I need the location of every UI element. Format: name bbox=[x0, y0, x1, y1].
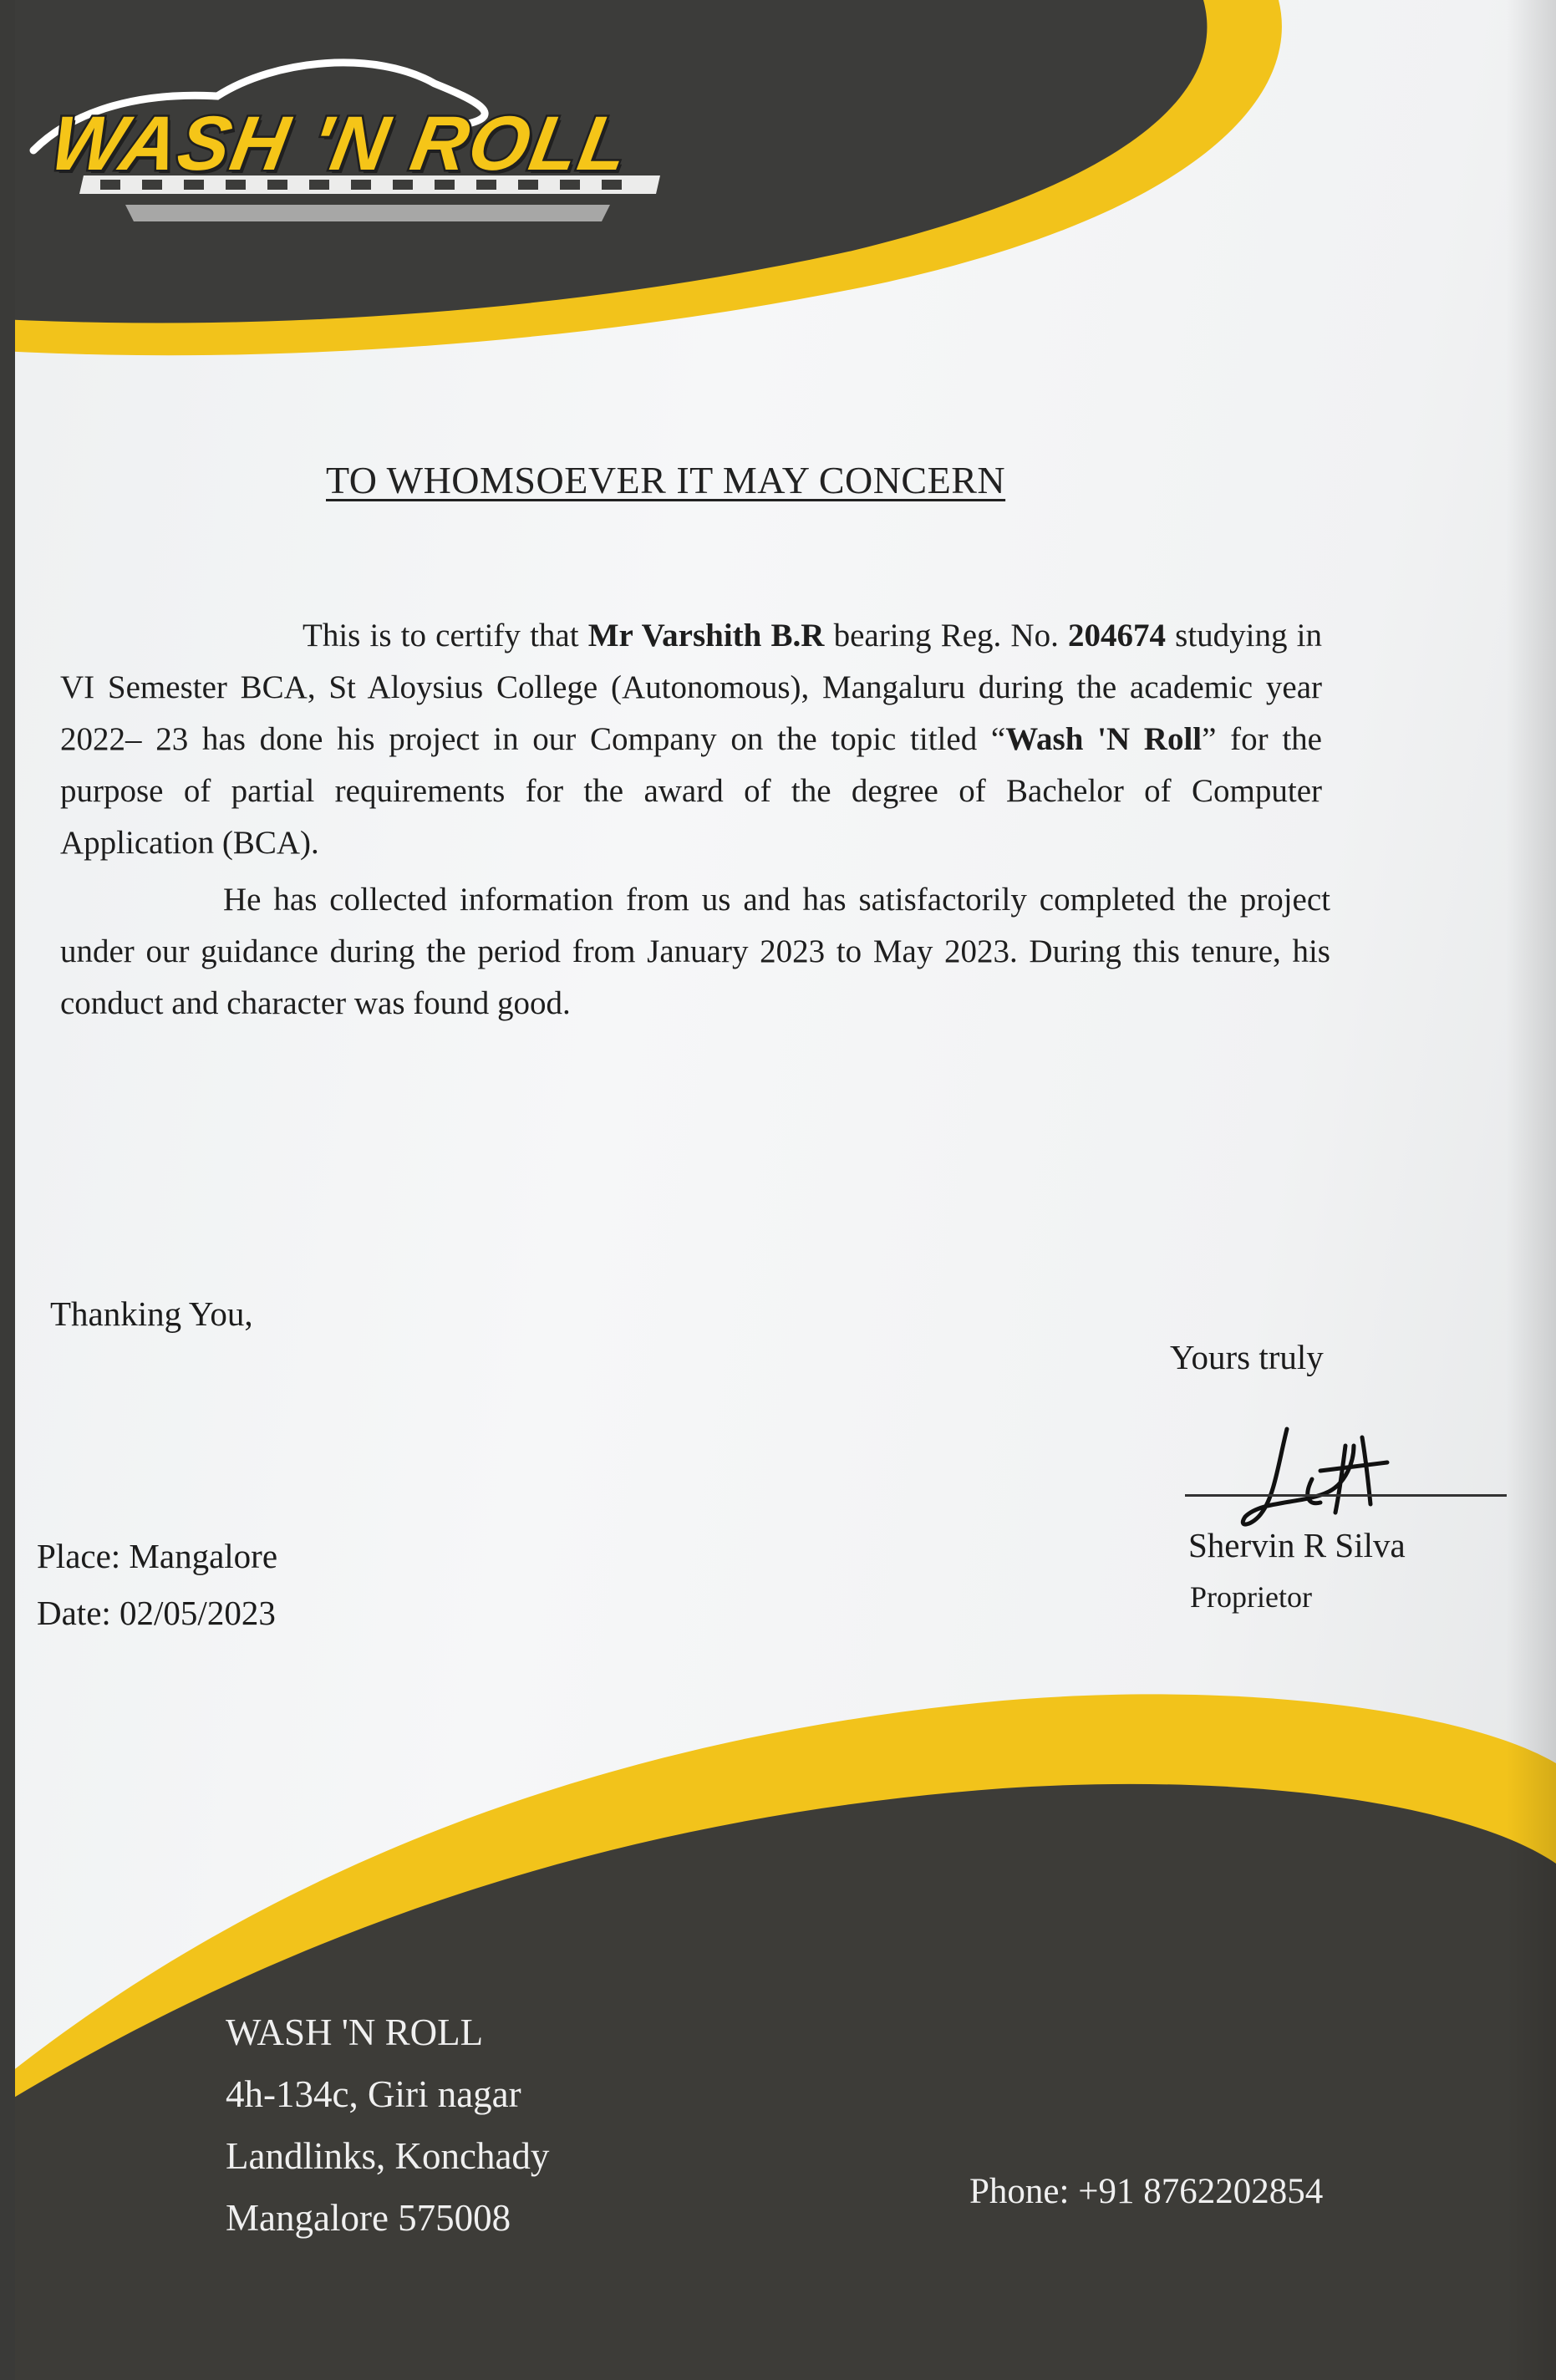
footer-address bbox=[226, 2001, 549, 2249]
p1-text-1: This is to certify that bbox=[303, 618, 588, 653]
project-title: Wash 'N Roll bbox=[1005, 721, 1203, 757]
footer-company: WASH 'N ROLL bbox=[226, 2011, 484, 2053]
signatory-title: Proprietor bbox=[1190, 1580, 1312, 1614]
footer-address-line-2: Landlinks, Konchady bbox=[226, 2135, 550, 2177]
place: Place: Mangalore bbox=[37, 1537, 278, 1575]
date: Date: 02/05/2023 bbox=[37, 1594, 276, 1632]
registration-number: 204674 bbox=[1068, 618, 1167, 653]
p1-text-2: bearing Reg. No. bbox=[824, 618, 1069, 653]
handwritten-signature bbox=[1228, 1412, 1412, 1538]
closing-text: Thanking You, bbox=[50, 1294, 253, 1333]
footer-phone: Phone: +91 8762202854 bbox=[969, 2172, 1324, 2211]
signatory-name: Shervin R Silva bbox=[1188, 1526, 1406, 1564]
footer-address-line-3: Mangalore 575008 bbox=[226, 2197, 511, 2239]
brand-logo-text: WASH 'N ROLL bbox=[44, 101, 636, 186]
certificate-paragraph bbox=[60, 610, 1322, 869]
yours-truly: Yours truly bbox=[1170, 1338, 1324, 1376]
conduct-paragraph bbox=[60, 874, 1330, 1030]
footer-address-line-1: 4h-134c, Giri nagar bbox=[226, 2073, 521, 2115]
p2-text: He has collected information from us and has satisfactorily completed the project under our guidance during the period from January 2023 to May 2023. During this tenure, his conduct and character was found good. bbox=[60, 882, 1330, 1021]
p1-text-3: studying in VI Semester BCA, St Aloysius College (Autonomous), Mangaluru during the academic year 2022– 23 has done his project in our Company on the topic titled “ bbox=[60, 618, 1323, 757]
page-edge-shadow-right bbox=[1506, 0, 1556, 2380]
letter-heading: TO WHOMSOEVER IT MAY CONCERN bbox=[326, 459, 1006, 501]
p1-text-4: ” for the purpose of partial requirements for the award of the degree of Bachelor of Computer Application (BCA). bbox=[60, 721, 1322, 861]
page-edge-shadow bbox=[0, 0, 15, 2380]
signature-line bbox=[1185, 1494, 1507, 1497]
student-name: Mr Varshith B.R bbox=[587, 618, 825, 653]
